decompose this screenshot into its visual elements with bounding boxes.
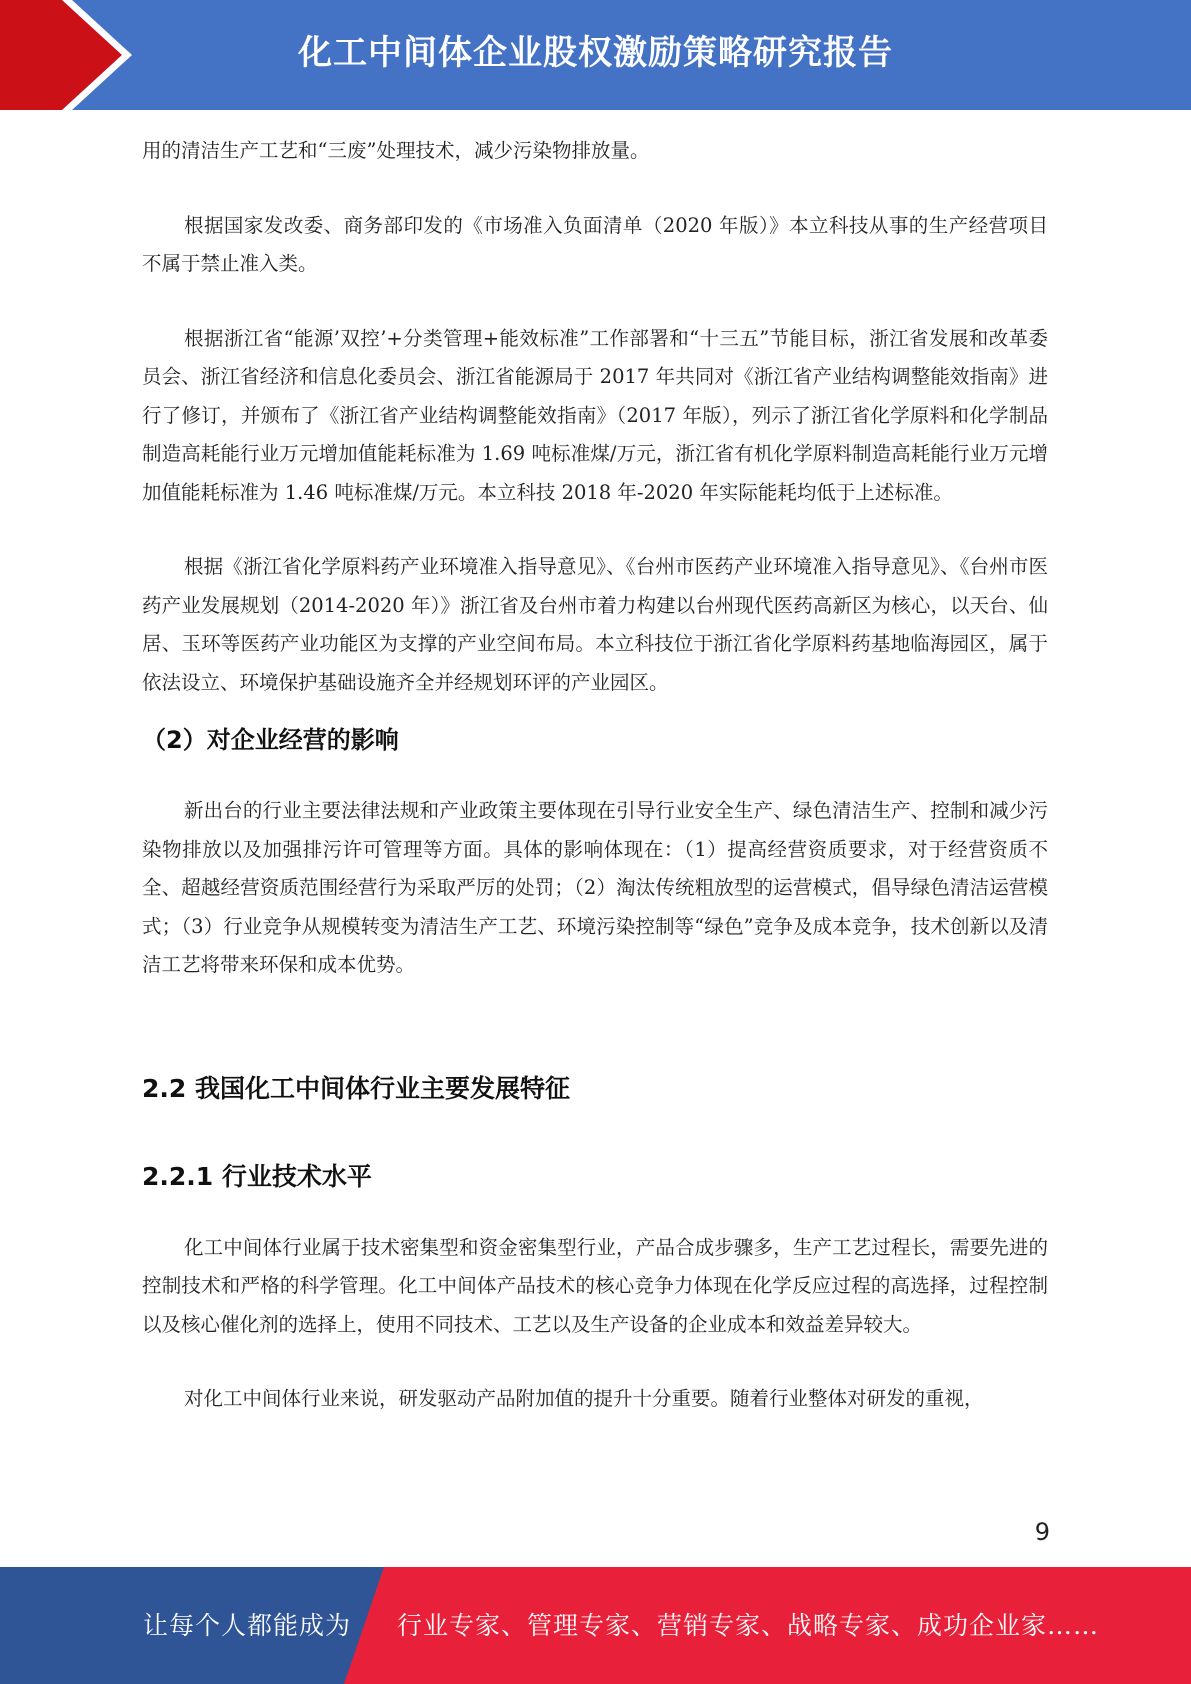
footer-slogan-right: 行业专家、管理专家、营销专家、战略专家、成功企业家…… bbox=[397, 1611, 1100, 1640]
footer-slogan-left: 让每个人都能成为 bbox=[143, 1611, 352, 1640]
paragraph-pharma-environment: 根据《浙江省化学原料药产业环境准入指导意见》、《台州市医药产业环境准入指导意见》、《台州市医药产业发展规划（2014-2020 年）》浙江省及台州市着力构建以台州现代医药高新区为核心，以天台、仙居、玉环等医药产业功能区为支撑的产业空间布局。本立科技位于浙江省化学原料药基地临海园区，属于依法设立、环境保护基础设施齐全并经规划环评的产业园区。 bbox=[142, 555, 1048, 694]
section-heading-2-2: 2.2 我国化工中间体行业主要发展特征 bbox=[142, 1073, 570, 1103]
paragraph-rnd: 对化工中间体行业来说，研发驱动产品附加值的提升十分重要。随着行业整体对研发的重视， bbox=[184, 1387, 984, 1410]
page-header bbox=[0, 0, 1191, 110]
section-heading-2-2-1: 2.2.1 行业技术水平 bbox=[142, 1161, 372, 1191]
report-title: 化工中间体企业股权激励策略研究报告 bbox=[298, 33, 893, 73]
page-content bbox=[142, 132, 1048, 1455]
paragraph-tech-level: 化工中间体行业属于技术密集型和资金密集型行业，产品合成步骤多，生产工艺过程长，需要先进的控制技术和严格的科学管理。化工中间体产品技术的核心竞争力体现在化学反应过程的高选择，过程控制以及核心催化剂的选择上，使用不同技术、工艺以及生产设备的企业成本和效益差异较大。 bbox=[142, 1235, 1048, 1336]
paragraph-clean-production: 用的清洁生产工艺和“三废”处理技术，减少污染物排放量。 bbox=[142, 139, 650, 162]
page-footer bbox=[0, 1567, 1191, 1684]
page-number: 9 bbox=[1034, 1518, 1050, 1546]
paragraph-energy-standards: 根据浙江省“能源’双控’+分类管理+能效标准”工作部署和“十三五”节能目标，浙江省发展和改革委员会、浙江省经济和信息化委员会、浙江省能源局于 2017 年共同对《浙江省产业结构调整能效指南》进行了修订，并颁布了《浙江省产业结构调整能效指南》（2017 年版），列示了浙江省化学原料和化学制品制造高耗能行业万元增加值能耗标准为 1.69 吨标准煤/万元，浙江省有机化学原料制造高耗能行业万元增加值能耗标准为 1.46 吨标准煤/万元。本立科技 2018 年-2020 年实际能耗均低于上述标准。 bbox=[142, 326, 1048, 504]
paragraph-regulation-impact: 新出台的行业主要法律法规和产业政策主要体现在引导行业安全生产、绿色清洁生产、控制和减少污染物排放以及加强排污许可管理等方面。具体的影响体现在：（1）提高经营资质要求，对于经营资质不全、超越经营资质范围经营行为采取严厉的处罚；（2）淘汰传统粗放型的运营模式，倡导绿色清洁运营模式；（3）行业竞争从规模转变为清洁生产工艺、环境污染控制等“绿色”竞争及成本竞争，技术创新以及清洁工艺将带来环保和成本优势。 bbox=[142, 799, 1048, 976]
paragraph-market-access: 根据国家发改委、商务部印发的《市场准入负面清单（2020 年版）》本立科技从事的生产经营项目不属于禁止准入类。 bbox=[142, 213, 1048, 275]
subheading-business-impact: （2）对企业经营的影响 bbox=[142, 726, 399, 754]
